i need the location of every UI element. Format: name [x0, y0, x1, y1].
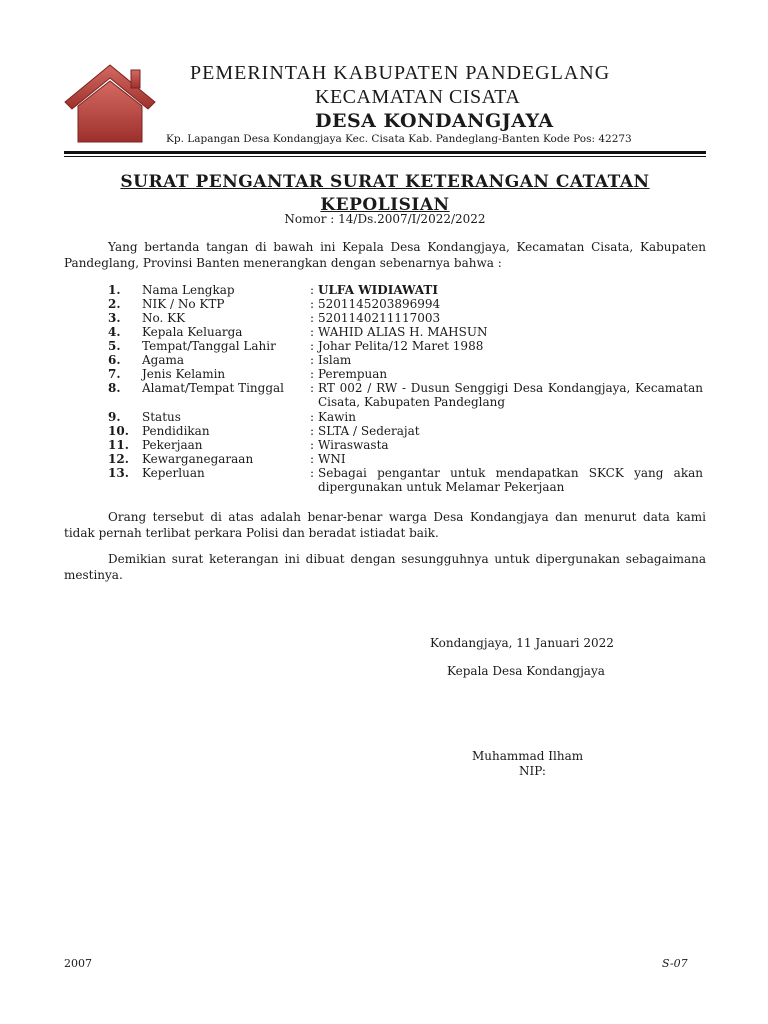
field-number: 3. [108, 311, 121, 325]
field-number: 9. [108, 410, 121, 424]
field-colon: : [310, 452, 315, 466]
field-value-citizenship: WNI [318, 452, 346, 466]
field-label: Tempat/Tanggal Lahir [142, 339, 276, 353]
field-number: 10. [108, 424, 129, 438]
field-colon: : [310, 353, 315, 367]
field-number: 2. [108, 297, 121, 311]
field-label: Status [142, 410, 181, 424]
footer-year: 2007 [64, 957, 92, 970]
field-number: 4. [108, 325, 121, 339]
field-label: Agama [142, 353, 185, 367]
field-number: 6. [108, 353, 121, 367]
house-icon [62, 62, 158, 144]
field-value-head-of-family: WAHID ALIAS H. MAHSUN [318, 325, 488, 339]
statement-paragraph [64, 509, 706, 541]
field-number: 13. [108, 466, 129, 480]
field-colon: : [310, 466, 315, 480]
field-value-education: SLTA / Sederajat [318, 424, 420, 438]
field-label: Pendidikan [142, 424, 210, 438]
field-value-gender: Perempuan [318, 367, 388, 381]
document-title [64, 171, 706, 217]
field-value-nik: 5201145203896994 [318, 297, 441, 311]
field-value-address: RT 002 / RW - Dusun Senggigi Desa Kondangjaya, Kecamatan Cisata, Kabupaten Pandeglang [318, 381, 703, 409]
field-value-religion: Islam [318, 353, 352, 367]
field-value-occupation: Wiraswasta [318, 438, 389, 452]
field-colon: : [310, 283, 315, 297]
statement-text: Orang tersebut di atas adalah benar-benar warga Desa Kondangjaya dan menurut data kami tidak pernah terlibat perkara Polisi dan beradat istiadat baik. [64, 510, 706, 540]
header-divider-thin [64, 156, 706, 157]
signatory-nip: NIP: [519, 764, 546, 778]
field-colon: : [310, 311, 315, 325]
field-label: Jenis Kelamin [142, 367, 226, 381]
header-village: DESA KONDANGJAYA [315, 110, 554, 132]
header-district: KECAMATAN CISATA [315, 86, 521, 108]
field-label: Keperluan [142, 466, 205, 480]
header-address: Kp. Lapangan Desa Kondangjaya Kec. Cisata Kab. Pandeglang-Banten Kode Pos: 42273 [166, 133, 632, 145]
field-colon: : [310, 410, 315, 424]
field-value-birth: Johar Pelita/12 Maret 1988 [318, 339, 484, 353]
field-colon: : [310, 297, 315, 311]
field-colon: : [310, 325, 315, 339]
field-label: No. KK [142, 311, 186, 325]
intro-paragraph [64, 239, 706, 271]
field-label: Kewarganegaraan [142, 452, 254, 466]
field-value-kk: 5201140211117003 [318, 311, 441, 325]
field-number: 7. [108, 367, 121, 381]
document-number: Nomor : 14/Ds.2007/I/2022/2022 [284, 212, 486, 226]
field-number: 11. [108, 438, 129, 452]
title-line-2: KEPOLISIAN [320, 195, 450, 215]
signatory-name: Muhammad Ilham [472, 749, 584, 763]
footer-code: S-07 [662, 957, 688, 970]
field-value-name: ULFA WIDIAWATI [318, 283, 438, 297]
closing-text: Demikian surat keterangan ini dibuat dengan sesungguhnya untuk dipergunakan sebagaimana mestinya. [64, 552, 706, 582]
field-number: 1. [108, 283, 121, 297]
field-label: Kepala Keluarga [142, 325, 243, 339]
title-line-1: SURAT PENGANTAR SURAT KETERANGAN CATATAN [120, 172, 650, 192]
field-colon: : [310, 438, 315, 452]
field-label: Alamat/Tempat Tinggal [142, 381, 285, 395]
field-colon: : [310, 381, 315, 395]
place-date: Kondangjaya, 11 Januari 2022 [430, 636, 614, 650]
field-value-status: Kawin [318, 410, 356, 424]
field-value-purpose: Sebagai pengantar untuk mendapatkan SKCK yang akan dipergunakan untuk Melamar Pekerjaan [318, 466, 703, 494]
intro-text: Yang bertanda tangan di bawah ini Kepala Desa Kondangjaya, Kecamatan Cisata, Kabupaten Pandeglang, Provinsi Banten menerangkan dengan sebenarnya bahwa : [64, 240, 706, 270]
header-divider-thick [64, 151, 706, 154]
field-number: 8. [108, 381, 121, 395]
field-label: NIK / No KTP [142, 297, 225, 311]
field-colon: : [310, 339, 315, 353]
closing-paragraph [64, 551, 706, 583]
signatory-position: Kepala Desa Kondangjaya [447, 664, 605, 678]
field-colon: : [310, 424, 315, 438]
field-colon: : [310, 367, 315, 381]
field-number: 5. [108, 339, 121, 353]
field-label: Nama Lengkap [142, 283, 235, 297]
header-government: PEMERINTAH KABUPATEN PANDEGLANG [190, 62, 611, 84]
field-number: 12. [108, 452, 129, 466]
field-label: Pekerjaan [142, 438, 203, 452]
